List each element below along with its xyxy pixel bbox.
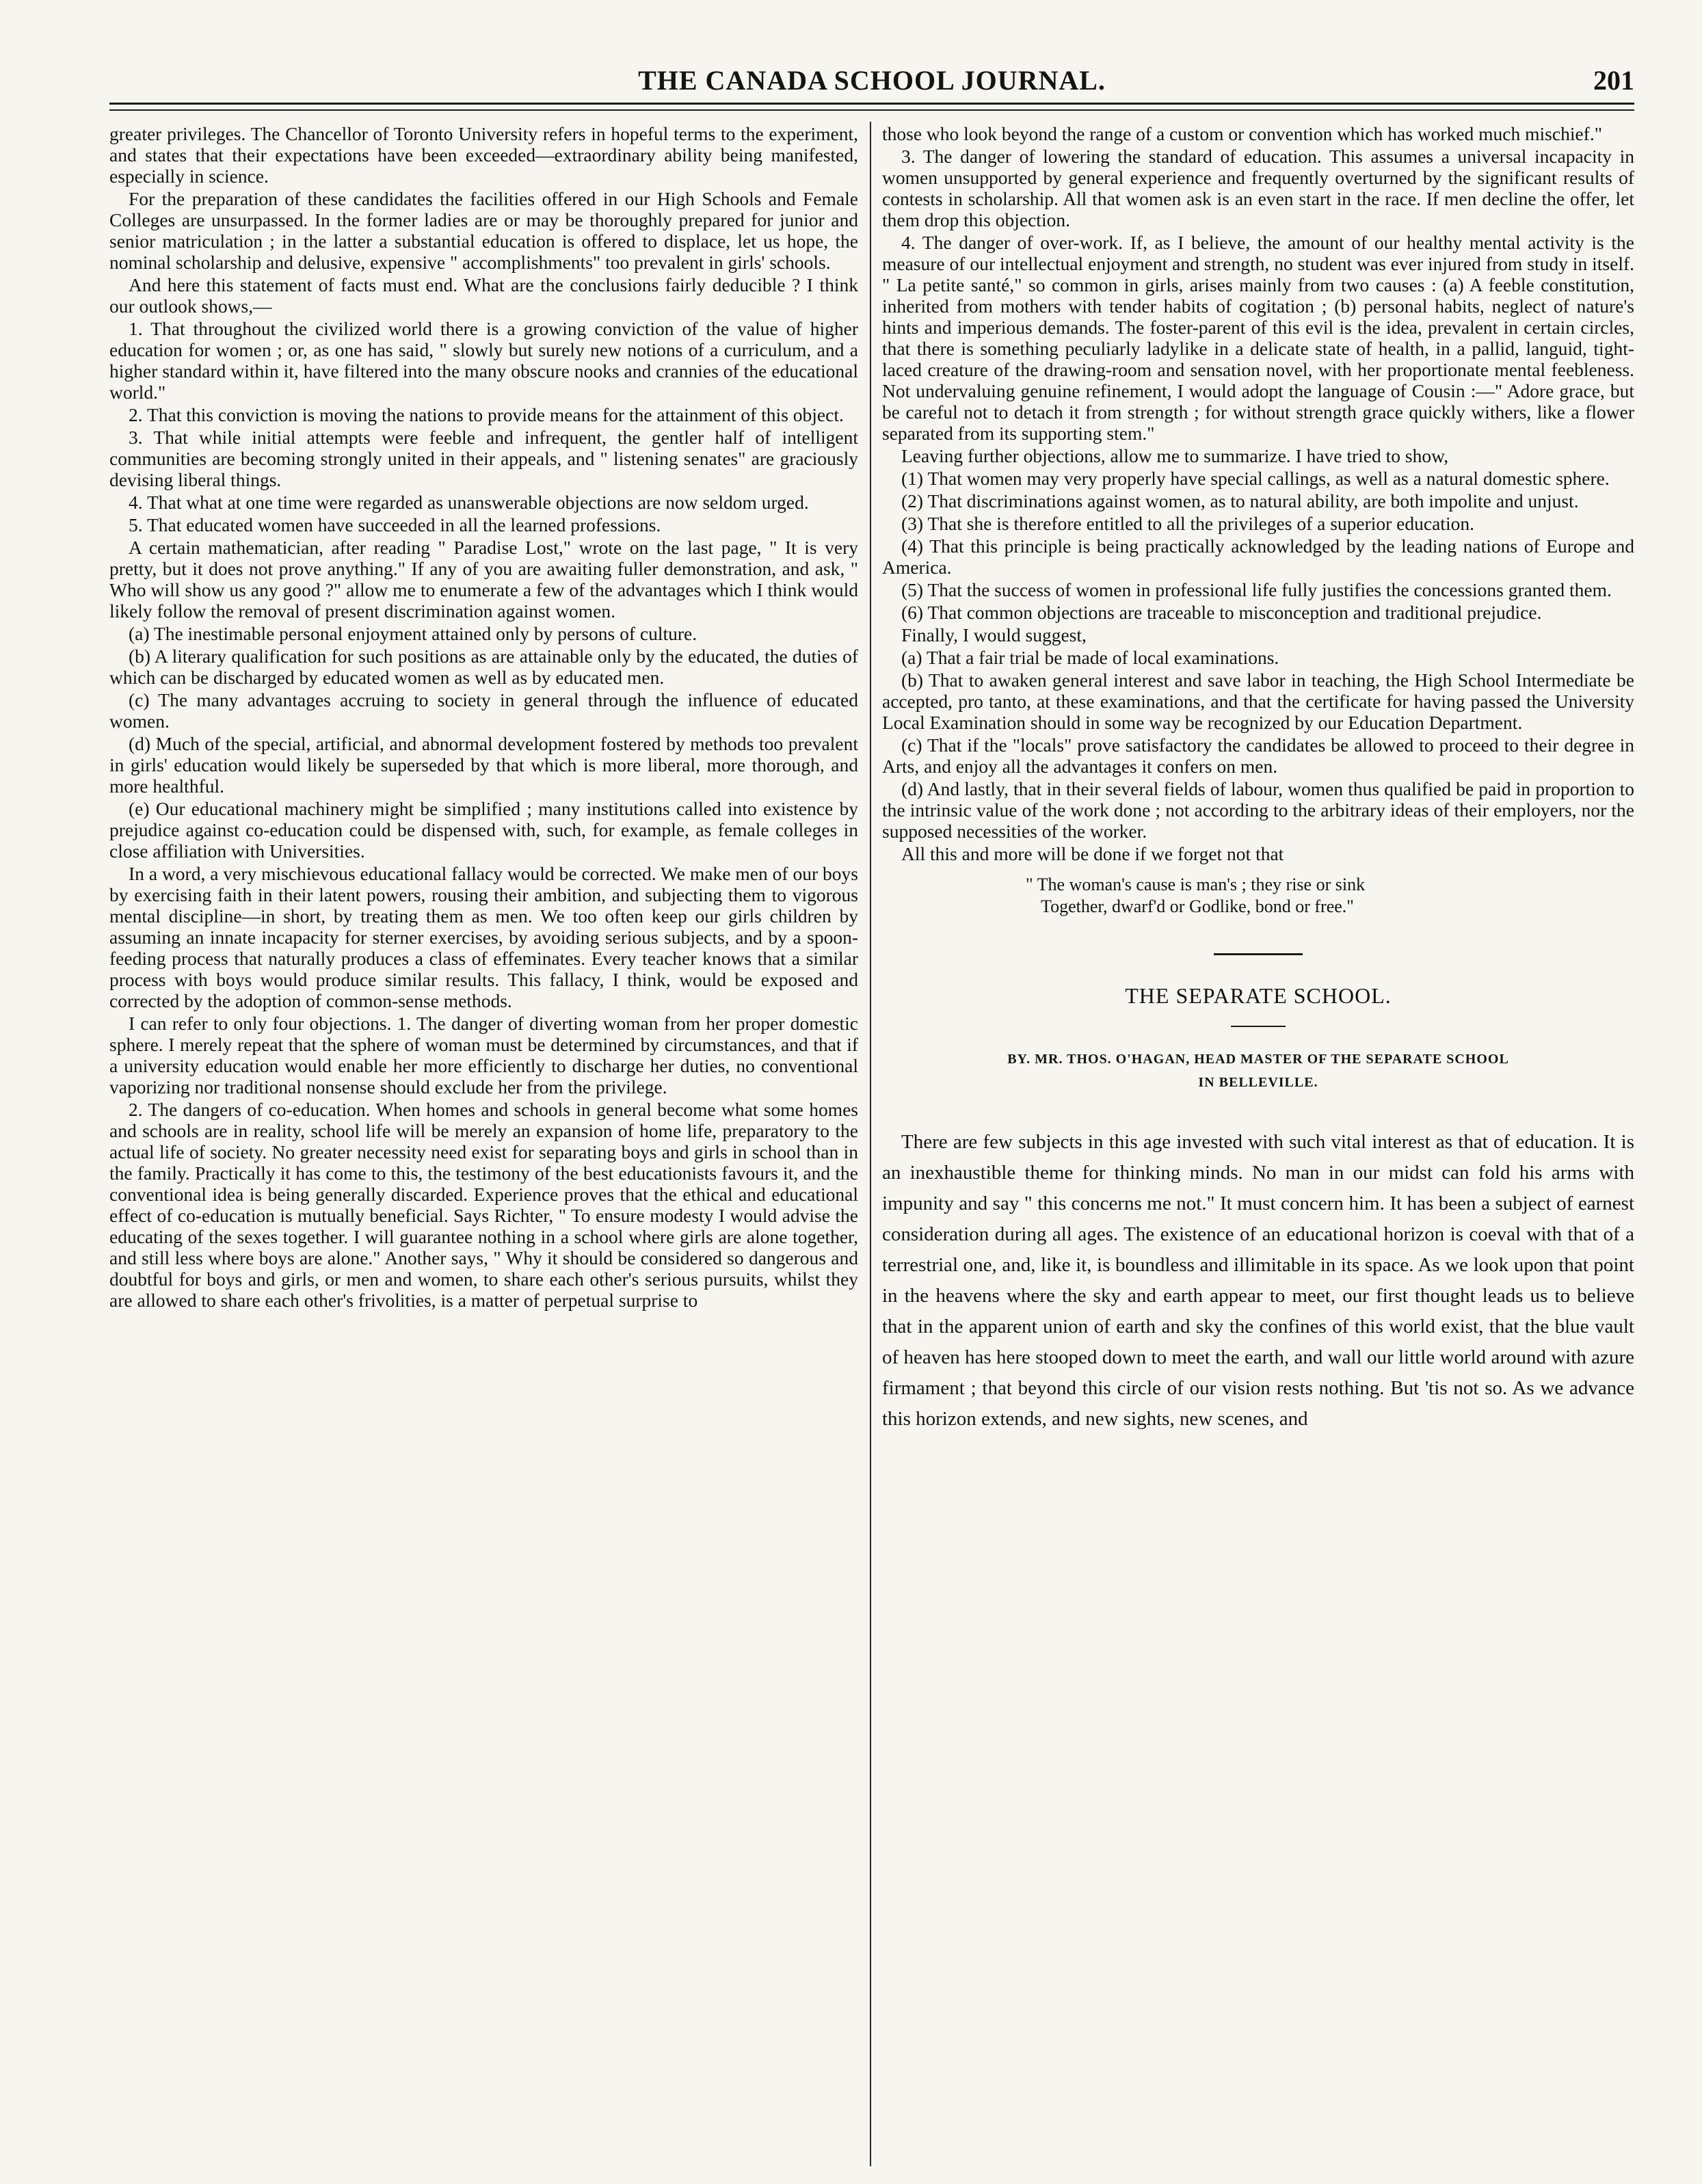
paragraph: (6) That common objections are traceable to misconception and traditional prejudice. bbox=[901, 602, 1542, 623]
article-body bbox=[882, 1127, 1634, 1435]
paragraph: Finally, I would suggest, bbox=[901, 624, 1087, 645]
page-header bbox=[109, 41, 1634, 96]
section-title: THE SEPARATE SCHOOL. bbox=[1125, 983, 1392, 1008]
page-number: 201 bbox=[1593, 65, 1634, 96]
paragraph: There are few subjects in this age invested with such vital interest as that of education. It is an inexhaustible theme for thinking minds. No man in our midst can fold his arms with impunity and say " this concerns me not." It must concern him. It has been a subject of earnest consideration during all ages. The existence of an educational horizon is coeval with that of a terrestrial one, and, like it, is boundless and illimitable in its space. As we look upon that point in the heavens where the sky and earth appear to meet, our first thought leads us to believe that in the apparent union of earth and sky the confines of this world exist, that the blue vault of heaven has here stooped down to meet the earth, and wall our little world around with azure firmament ; that beyond this circle of our vision rests nothing. But 'tis not so. As we advance this horizon extends, and new sights, new scenes, and bbox=[882, 1131, 1634, 1430]
paragraph: All this and more will be done if we forget not that bbox=[901, 843, 1284, 864]
paragraph: 3. The danger of lowering the standard of education. This assumes a universal incapacity in women unsupported by general experience and frequently overturned by the significant results of contests in scholarship. All that women ask is an even start in the race. If men decline the offer, let them drop this objection. bbox=[882, 146, 1634, 230]
left-column bbox=[109, 123, 858, 2161]
paragraph: greater privileges. The Chancellor of Toronto University refers in hopeful terms to the experiment, and states that their expectations have been exceeded—extraordinary ability being manifested, especially in science. bbox=[109, 123, 858, 187]
paragraph: 3. That while initial attempts were feeble and infrequent, the gentler half of intelligent communities are becoming strongly united in their appeals, and " listening senates" are graciously devising liberal things. bbox=[109, 427, 858, 490]
paragraph: 2. The dangers of co-education. When homes and schools in general become what some homes and schools are in reality, school life will be merely an expansion of home life, preparatory to the actual life of society. No greater necessity need exist for separating boys and girls in school than in the family. Practically it has come to this, the testimony of the best educationists favours it, and the conventional idea is being generally discarded. Experience proves that the ethical and educational effect of co-education is mutually beneficial. Says Richter, " To ensure modesty I would advise the educating of the sexes together. I will guarantee nothing in a school where girls are alone together, and still less where boys are alone." Another says, " Why it should be considered so dangerous and doubtful for boys and girls, or men and women, to share each other's serious pursuits, whilst they are allowed to share each other's frivolities, is a matter of perpetual surprise to bbox=[109, 1099, 858, 1311]
paragraph: (4) That this principle is being practically acknowledged by the leading nations of Europe and America. bbox=[882, 535, 1634, 578]
column-divider bbox=[870, 122, 871, 2166]
header-rule bbox=[109, 103, 1634, 105]
byline-line: IN BELLEVILLE. bbox=[1198, 1075, 1318, 1090]
paragraph: 4. The danger of over-work. If, as I believe, the amount of our healthy mental activity is the measure of our intellectual enjoyment and strength, no student was ever injured from study in itself. " La petite santé," so common in girls, arises mainly from two causes : (a) A feeble constitution, inherited from mothers with tender habits of cogitation ; (b) personal habits, neglect of nature's hints and imperious demands. The foster-parent of this evil is the idea, prevalent in certain circles, that there is something peculiarly ladylike in a delicate state of health, in a pallid, languid, tight-laced creature of the drawing-room and sensation novel, with her proportionate mental feebleness. Not undervaluing genuine refinement, I would adopt the language of Cousin :—" Adore grace, but be careful not to detach it from strength ; for without strength grace quickly withers, like a flower separated from its supporting stem." bbox=[882, 232, 1634, 444]
right-column bbox=[882, 123, 1634, 2161]
paragraph: (d) And lastly, that in their several fields of labour, women thus qualified be paid in proportion to the intrinsic value of the work done ; not according to the arbitrary ideas of their employers, nor the supposed necessities of the worker. bbox=[882, 778, 1634, 842]
title-rule bbox=[1231, 1026, 1286, 1027]
journal-title: THE CANADA SCHOOL JOURNAL. bbox=[638, 65, 1106, 96]
paragraph: In a word, a very mischievous educational fallacy would be corrected. We make men of our boys by exercising faith in their latent powers, rousing their ambition, and subjecting them to vigorous mental discipline—in short, by treating them as men. We too often keep our girls children by assuming an innate incapacity for sterner exercises, by avoiding serious subjects, and by a spoon-feeding process that naturally produces a class of effeminates. Every teacher knows that a similar process with boys would produce similar results. This fallacy, I think, would be exposed and corrected by the adoption of common-sense methods. bbox=[109, 863, 858, 1011]
byline bbox=[882, 1048, 1634, 1094]
paragraph: Leaving further objections, allow me to summarize. I have tried to show, bbox=[901, 445, 1449, 466]
paragraph: (b) A literary qualification for such positions as are attainable only by the educated, the duties of which can be discharged by educated women as well as by educated men. bbox=[109, 645, 858, 688]
paragraph: (c) That if the "locals" prove satisfactory the candidates be allowed to proceed to their degree in Arts, and enjoy all the advantages it confers on men. bbox=[882, 734, 1634, 777]
paragraph: (c) The many advantages accruing to society in general through the influence of educated women. bbox=[109, 689, 858, 732]
paragraph: (2) That discriminations against women, as to natural ability, are both impolite and unjust. bbox=[901, 490, 1579, 511]
paragraph: I can refer to only four objections. 1. The danger of diverting woman from her proper domestic sphere. I merely repeat that the sphere of woman must be determined by circumstances, and that if a university education would enable her more efficiently to discharge her duties, no conventional vaporizing nor traditional nonsense should exclude her from the privilege. bbox=[109, 1013, 858, 1097]
paragraph: 4. That what at one time were regarded as unanswerable objections are now seldom urged. bbox=[129, 492, 809, 513]
paragraph: (e) Our educational machinery might be simplified ; many institutions called into existence by prejudice against co-education could be dispensed with, such, for example, as female colleges in close affiliation with Universities. bbox=[109, 798, 858, 862]
paragraph: (a) That a fair trial be made of local examinations. bbox=[901, 647, 1279, 668]
section-separator bbox=[1214, 953, 1303, 955]
paragraph: those who look beyond the range of a custom or convention which has worked much mischief." bbox=[882, 123, 1602, 144]
paragraph: (1) That women may very properly have special callings, as well as a natural domestic sphere. bbox=[901, 468, 1610, 489]
paragraph: 1. That throughout the civilized world there is a growing conviction of the value of higher education for women ; or, as one has said, " slowly but surely new notions of a curriculum, and a higher standard within it, have filtered into the many obscure nooks and crannies of the educational world." bbox=[109, 318, 858, 403]
paragraph: For the preparation of these candidates the facilities offered in our High Schools and Female Colleges are unsurpassed. In the former ladies are or may be thoroughly prepared for junior and senior matriculation ; in the latter a substantial education is offered to displace, let us hope, the nominal scholarship and delusive, expensive " accomplishments" too prevalent in girls' schools. bbox=[109, 188, 858, 273]
paragraph: (a) The inestimable personal enjoyment attained only by persons of culture. bbox=[129, 623, 697, 644]
header-rule-secondary bbox=[109, 109, 1634, 111]
paragraph: A certain mathematician, after reading " Paradise Lost," wrote on the last page, " It is very pretty, but it does not prove anything." If any of you are awaiting fuller demonstration, and ask, " Who will show us any good ?" allow me to enumerate a few of the advantages which I think would likely follow the removal of present discrimination against women. bbox=[109, 537, 858, 622]
paragraph: (b) That to awaken general interest and save labor in teaching, the High School Intermediate be accepted, pro tanto, at these examinations, and that the certificate for having passed the University Local Examination should in some way be recognized by our Education Department. bbox=[882, 669, 1634, 733]
paragraph: (3) That she is therefore entitled to all the privileges of a superior education. bbox=[901, 513, 1474, 534]
byline-line: BY. MR. THOS. O'HAGAN, HEAD MASTER OF THE SEPARATE SCHOOL bbox=[1007, 1052, 1509, 1067]
paragraph: And here this statement of facts must end. What are the conclusions fairly deducible ? I think our outlook shows,— bbox=[109, 274, 858, 317]
paragraph: 2. That this conviction is moving the nations to provide means for the attainment of this object. bbox=[129, 404, 844, 425]
paragraph: 5. That educated women have succeeded in all the learned professions. bbox=[129, 514, 661, 535]
paragraph: (5) That the success of women in professional life fully justifies the concessions granted them. bbox=[901, 579, 1612, 600]
poem-line: " The woman's cause is man's ; they rise or sink bbox=[1026, 875, 1366, 894]
poem-quote bbox=[882, 874, 1634, 918]
paragraph: (d) Much of the special, artificial, and abnormal development fostered by methods too prevalent in girls' education would likely be superseded by that which is more liberal, more thorough, and more healthful. bbox=[109, 733, 858, 797]
poem-line: Together, dwarf'd or Godlike, bond or free." bbox=[1041, 896, 1354, 916]
